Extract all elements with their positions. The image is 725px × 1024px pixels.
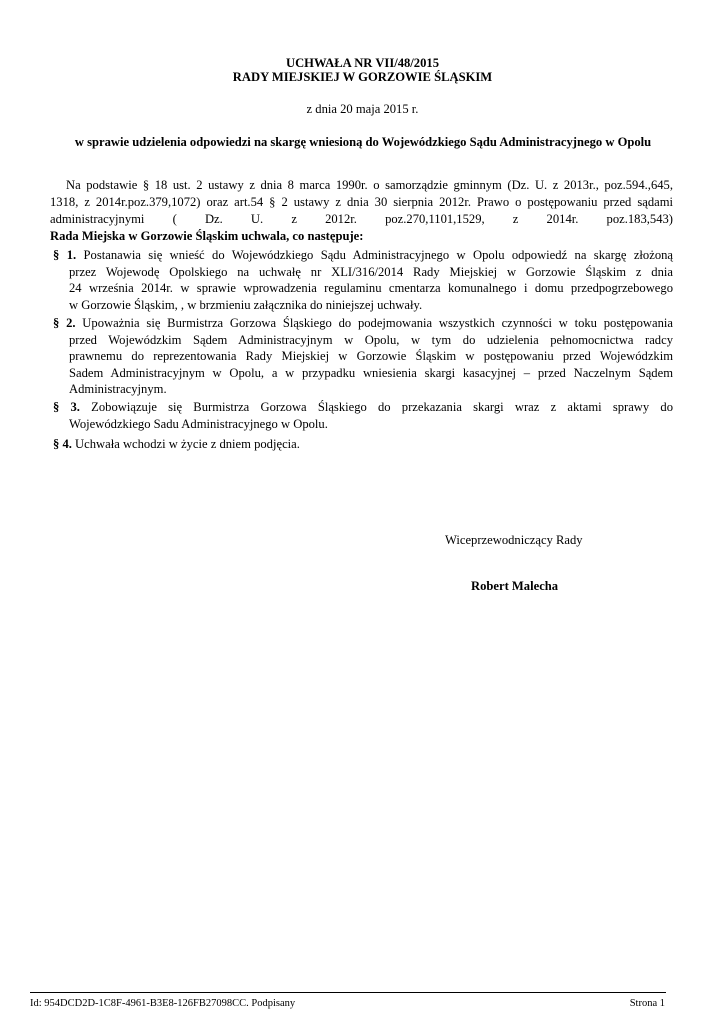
paragraph-text: Zobowiązuje się Burmistrza Gorzowa Śląskiego do przekazania skargi wraz z aktami sprawy do — [91, 400, 674, 414]
paragraph-line: Wojewódzkiego Sadu Administracyjnego w Opolu. — [69, 416, 328, 431]
paragraph-mark: § 3. — [53, 400, 80, 414]
resolution-number-title: UCHWAŁA NR VII/48/2015 — [285, 56, 439, 70]
paragraph-line — [53, 247, 673, 264]
resolution-statement: Rada Miejska w Gorzowie Śląskim uchwala, co następuje: — [50, 229, 364, 243]
paragraph-3 — [53, 399, 673, 432]
paragraph-line: 24 września 2014r. w sprawie wprowadzenia regulaminu cmentarza komunalnego i domu przedpogrzebowego — [69, 281, 673, 295]
preamble-line: 1318, z 2014r.poz.379,1072) oraz art.54 § 2 ustawy z dnia 30 sierpnia 2012r. Prawo o postępowaniu przed sądami — [50, 195, 673, 209]
paragraph-line — [53, 315, 673, 332]
paragraph-line — [53, 436, 673, 453]
paragraph-line: Administracyjnym. — [69, 382, 167, 396]
paragraph-line — [53, 399, 673, 416]
paragraph-text: Uchwała wchodzi w życie z dniem podjęcia. — [75, 437, 300, 451]
paragraph-text: Upoważnia się Burmistrza Gorzowa Śląskiego do podejmowania wszystkich czynności w toku postępowania — [82, 316, 673, 330]
resolution-subject: w sprawie udzielenia odpowiedzi na skargę wniesioną do Wojewódzkiego Sądu Administracyjnego w Opolu — [74, 135, 652, 149]
council-name-title: RADY MIEJSKIEJ W GORZOWIE ŚLĄSKIM — [232, 70, 493, 84]
preamble-line: administracyjnymi ( Dz. U. z 2012r. poz.270,1101,1529, z 2014r. poz.183,543) — [50, 212, 673, 226]
paragraph-line: prawnemu do reprezentowania Rady Miejskiej w Gorzowie Śląskim w postępowaniu przed Wojewódzkim — [69, 349, 673, 363]
footer-divider — [30, 992, 666, 993]
paragraph-mark: § 4. — [53, 437, 72, 451]
paragraph-line: przed Wojewódzkim Sądem Administracyjnym w Opolu, w tym do udzielenia pełnomocnictwa radcy — [69, 332, 673, 347]
legal-basis-preamble — [50, 177, 673, 245]
signatory-name: Robert Malecha — [471, 579, 559, 593]
paragraph-line: Sadem Administracyjnym w Opolu, a w przypadku wniesienia skargi kasacyjnej – przed Naczelnym Sądem — [69, 365, 673, 380]
signatory-role: Wiceprzewodniczący Rady — [445, 533, 583, 547]
paragraph-text: Postanawia się wnieść do Wojewódzkiego Sądu Administracyjnego w Opolu odpowiedź na skargę złożoną — [83, 248, 674, 262]
preamble-line: Na podstawie § 18 ust. 2 ustawy z dnia 8 marca 1990r. o samorządzie gminnym (Dz. U. z 2013r., poz.594.,645, — [66, 178, 673, 192]
paragraph-line: w Gorzowie Śląskim, , w brzmieniu załącznika do niniejszej uchwały. — [69, 297, 423, 312]
page-number: Strona 1 — [629, 998, 665, 1009]
paragraph-line: przez Wojewodę Opolskiego na uchwałę nr XLI/316/2014 Rady Miejskiej w Gorzowie Śląskim z dnia — [69, 264, 673, 279]
paragraph-mark: § 1. — [53, 248, 77, 262]
paragraph-1 — [53, 247, 673, 313]
document-id: Id: 954DCD2D-1C8F-4961-B3E8-126FB27098CC. Podpisany — [30, 998, 296, 1009]
paragraph-2 — [53, 315, 673, 398]
paragraph-4 — [53, 436, 673, 453]
paragraph-mark: § 2. — [53, 316, 76, 330]
resolution-date: z dnia 20 maja 2015 r. — [306, 102, 419, 116]
